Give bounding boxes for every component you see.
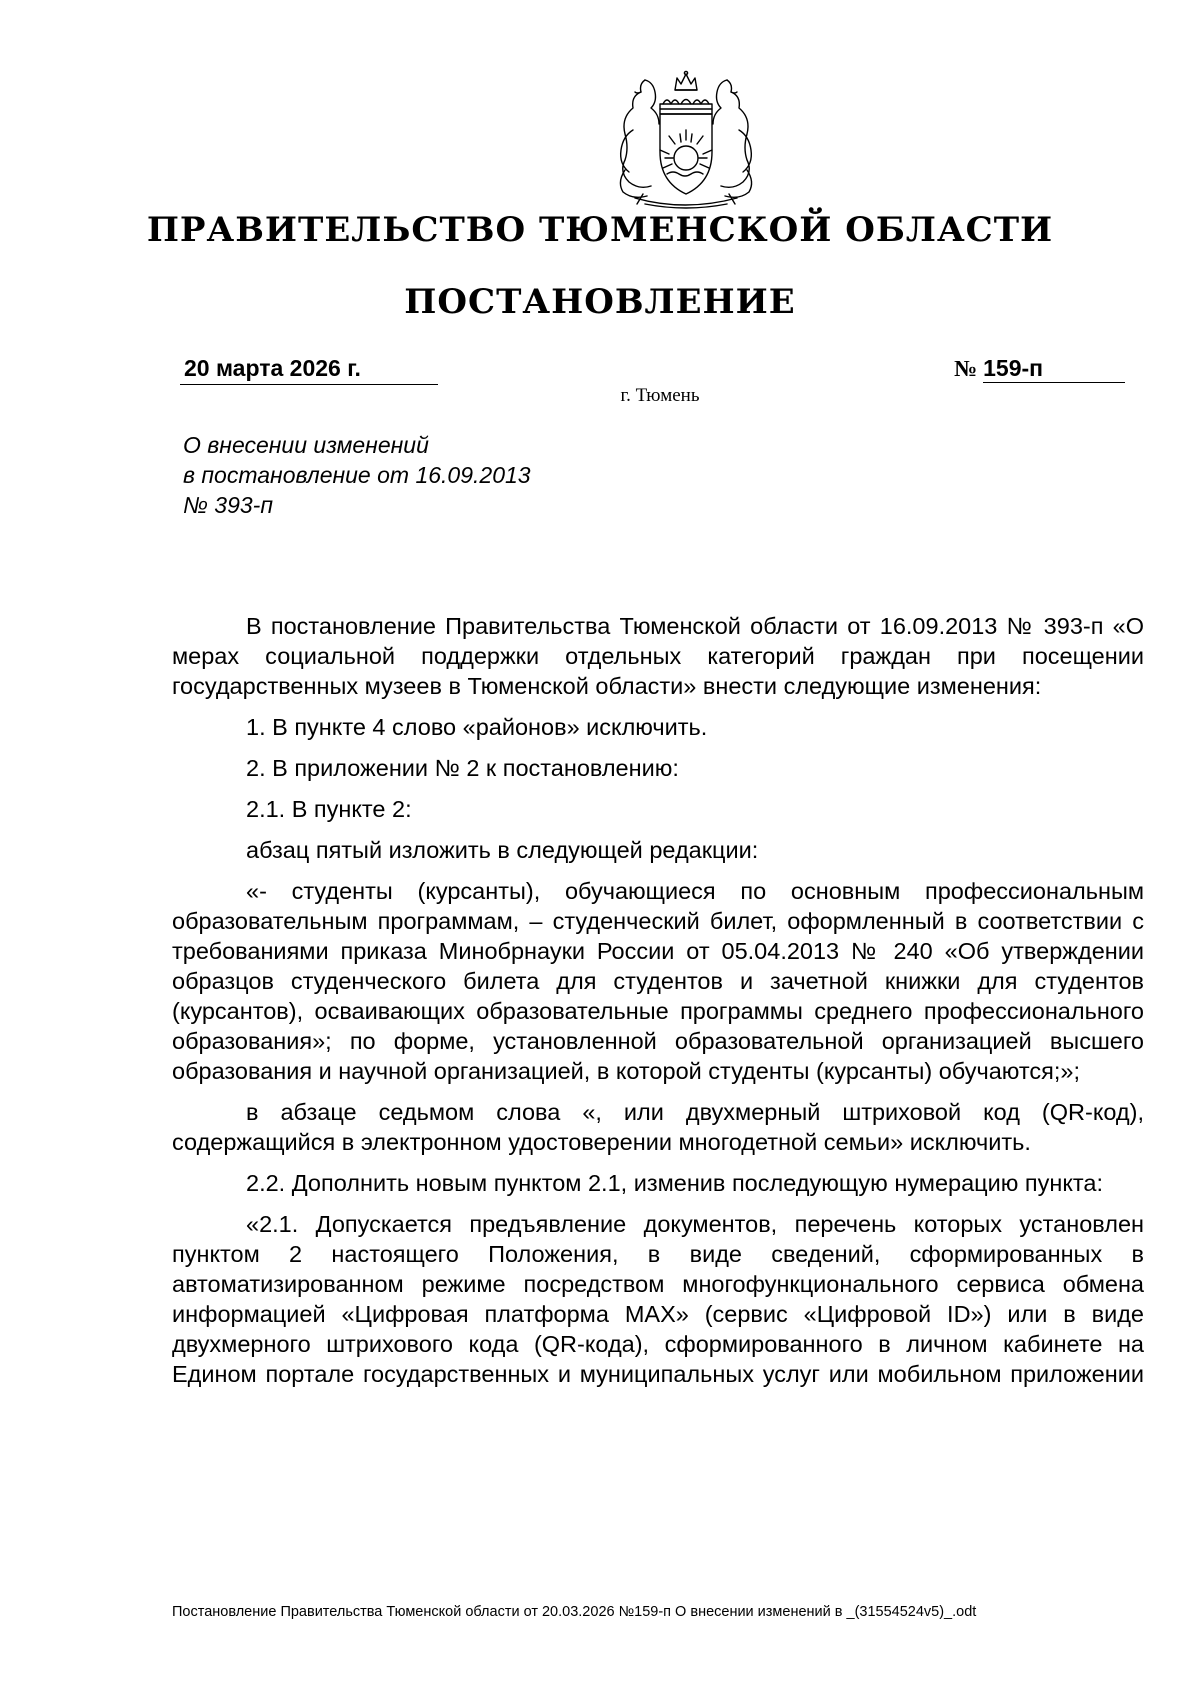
document-type-heading: ПОСТАНОВЛЕНИЕ — [404, 282, 796, 322]
body-paragraph-item-2-1: 2.1. В пункте 2: — [246, 796, 412, 822]
subject-line: № 393-п — [183, 492, 273, 518]
city-line: г. Тюмень — [620, 385, 700, 406]
document-body — [172, 611, 1144, 1389]
number-sign: № — [954, 356, 978, 381]
body-paragraph-item-1: 1. В пункте 4 слово «районов» исключить. — [246, 714, 708, 740]
body-paragraph-quote-students: «- студенты (курсанты), обучающиеся по основным профессиональным образовательным программам, – студенческий билет, оформленный в соответствии с требованиями приказа Минобрнауки России от 05.04.2013 № 240 «Об утверждении образцов студенческого билета для студентов и зачетной книжки для студентов (курсантов), осваивающих образовательные программы среднего профессионального образования»; по форме, установленной образовательной организацией высшего образования и научной организацией, в которой студенты (курсанты) обучаются;»; — [172, 878, 1144, 1084]
coat-of-arms-emblem — [605, 70, 767, 210]
document-number-field — [954, 354, 1136, 385]
body-paragraph-quote-2-1: «2.1. Допускается предъявление документов, перечень которых установлен пунктом 2 настоящего Положения, в виде сведений, сформированных в автоматизированном режиме посредством многофункционального сервиса обмена информацией «Цифровая платформа MAX» (сервис «Цифровой ID») или в виде двухмерного штрихового кода (QR-кода), сформированного в личном кабинете на Едином портале государственных и муниципальных услуг или мобильном приложении — [172, 1211, 1144, 1387]
body-paragraph-abzac-7: в абзаце седьмом слова «, или двухмерный штриховой код (QR-код), содержащийся в электронном удостоверении многодетной семьи» исключить. — [172, 1099, 1144, 1155]
page-footer: Постановление Правительства Тюменской области от 20.03.2026 №159-п О внесении изменений в _(31554524v5)_.odt — [172, 1604, 977, 1620]
body-paragraph-abzac-5: абзац пятый изложить в следующей редакции: — [246, 837, 759, 863]
subject-line: в постановление от 16.09.2013 — [183, 462, 531, 488]
body-paragraph-preamble: В постановление Правительства Тюменской области от 16.09.2013 № 393-п «О мерах социальной поддержки отдельных категорий граждан при посещении государственных музеев в Тюменской области» внести следующие изменения: — [172, 613, 1144, 699]
body-paragraph-item-2: 2. В приложении № 2 к постановлению: — [246, 755, 679, 781]
body-paragraph-item-2-2: 2.2. Дополнить новым пунктом 2.1, изменив последующую нумерацию пункта: — [246, 1170, 1104, 1196]
document-date: 20 марта 2026 г. — [180, 354, 438, 385]
organization-title: ПРАВИТЕЛЬСТВО ТЮМЕНСКОЙ ОБЛАСТИ — [146, 210, 1054, 250]
document-subject — [183, 430, 703, 520]
document-number: 159-п — [983, 354, 1125, 383]
subject-line: О внесении изменений — [183, 432, 429, 458]
